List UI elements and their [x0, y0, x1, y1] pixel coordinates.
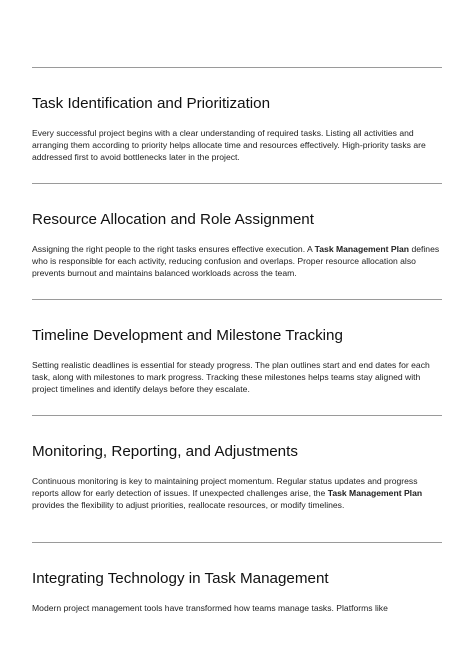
section-heading-resource-allocation: Resource Allocation and Role Assignment: [32, 211, 314, 228]
bold-phrase: Task Management Plan: [314, 244, 410, 254]
bold-phrase: Task Management Plan: [327, 487, 423, 498]
text-run: Modern project management tools have transformed how teams manage tasks. Platforms like: [32, 603, 388, 613]
text-run: Setting realistic deadlines is essential for steady progress. The plan outlines start and end dates for each task, along with milestones to mark progress. Tracking these milestones helps teams stay aligned with project timelines and identify delays before they escalate.: [32, 360, 430, 394]
section-heading-monitoring-reporting: Monitoring, Reporting, and Adjustments: [32, 443, 298, 460]
text-run: Every successful project begins with a clear understanding of required tasks. Listing all activities and arranging them according to priority helps allocate time and resources effectively. High-priority tasks are addressed first to avoid bottlenecks later in the project.: [32, 128, 426, 162]
section-paragraph-resource-allocation: [32, 244, 442, 279]
text-run: provides the flexibility to adjust priorities, reallocate resources, or modify timelines.: [32, 499, 345, 510]
section-divider: [32, 415, 442, 416]
section-divider: [32, 67, 442, 68]
section-paragraph-monitoring-reporting: [32, 476, 442, 511]
section-paragraph-task-identification: [32, 128, 442, 163]
section-heading-task-identification: Task Identification and Prioritization: [32, 95, 271, 112]
text-run: Assigning the right people to the right tasks ensures effective execution. A: [32, 244, 315, 254]
section-heading-integrating-technology: Integrating Technology in Task Management: [32, 570, 329, 587]
section-paragraph-timeline-development: [32, 360, 442, 395]
section-divider: [32, 299, 442, 300]
section-divider: [32, 183, 442, 184]
text-run: defines who is responsible for each activity, reducing confusion and overlaps. Proper resource allocation also prevents burnout and maintains balanced workloads across the team.: [32, 244, 440, 278]
section-heading-timeline-development: Timeline Development and Milestone Tracking: [32, 327, 343, 344]
text-run: Continuous monitoring is key to maintaining project momentum. Regular status updates and progress reports allow for early detection of issues. If unexpected challenges arise, the: [32, 476, 418, 498]
section-divider: [32, 542, 442, 543]
section-paragraph-integrating-technology: [32, 603, 442, 615]
